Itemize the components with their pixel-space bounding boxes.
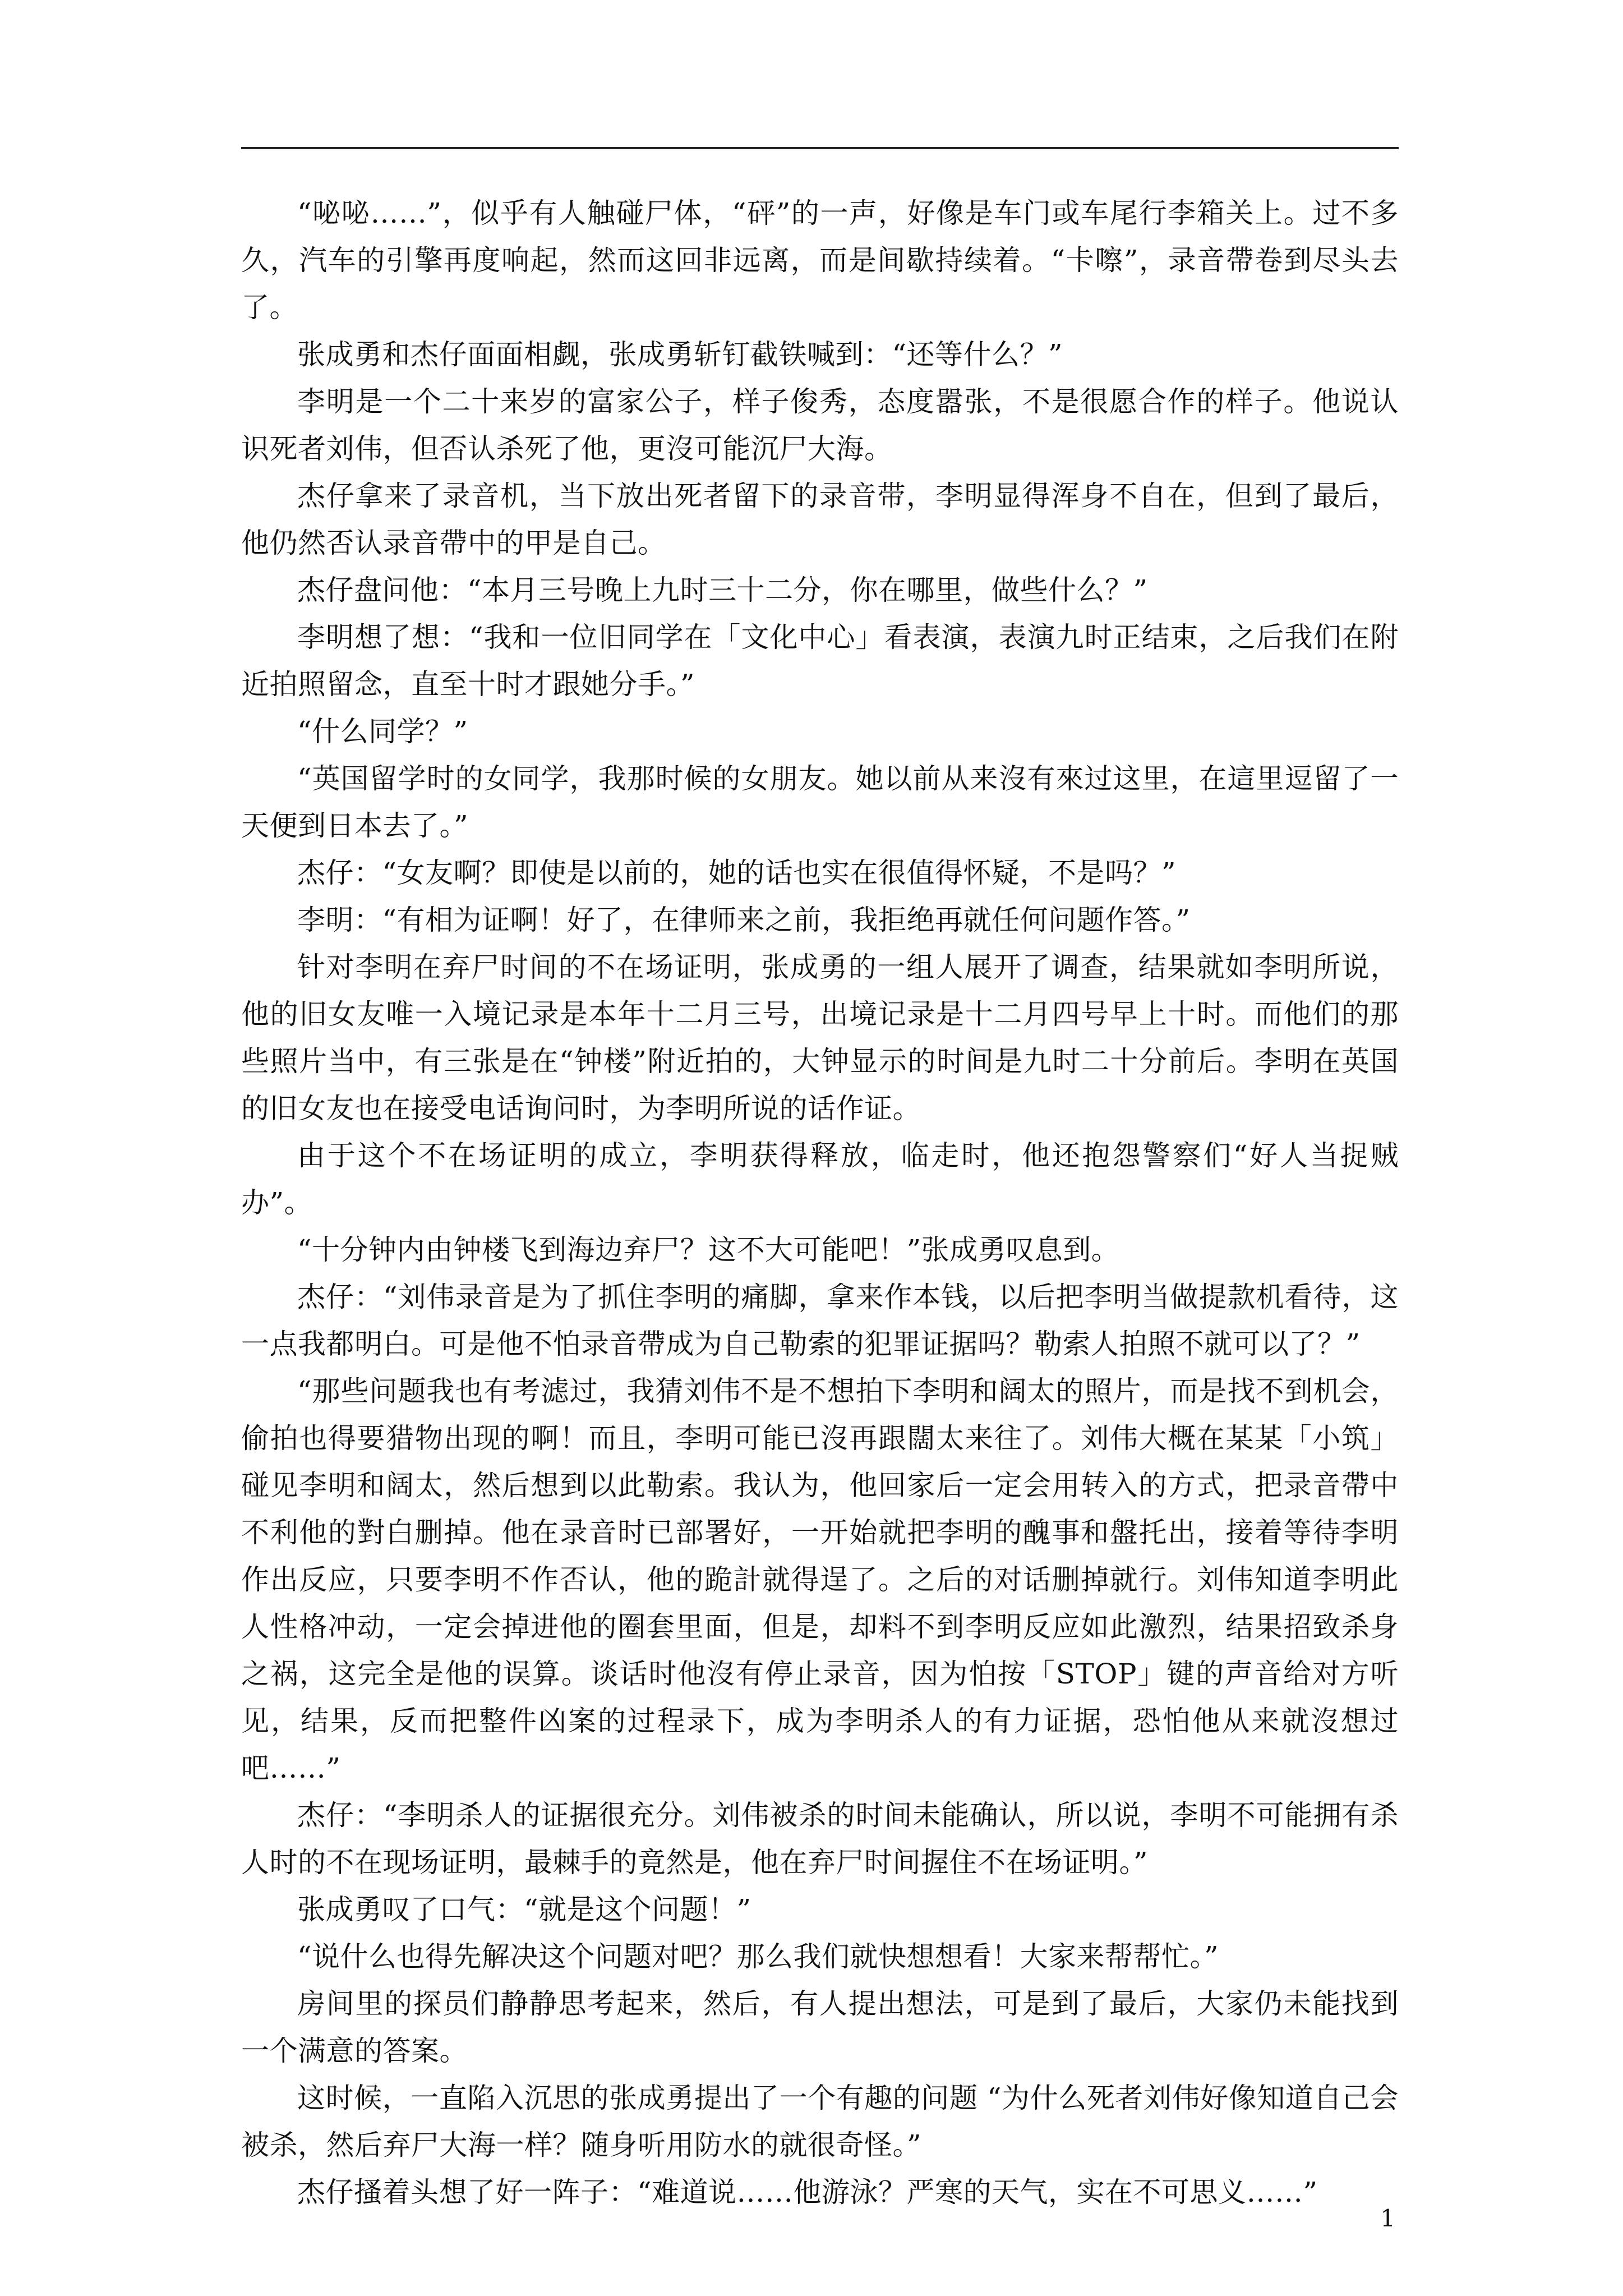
paragraph: “那些问题我也有考滤过，我猜刘伟不是不想拍下李明和阔太的照片，而是找不到机会，偷拍也得要猎物出现的啊！而且，李明可能已沒再跟闊太来往了。刘伟大概在某某「小筑」碰见李明和阔太，然后想到以此勒索。我认为，他回家后一定会用转入的方式，把录音帶中不利他的對白删掉。他在录音时已部署好，一开始就把李明的醜事和盤托出，接着等待李明作出反应，只要李明不作否认，他的跪計就得逞了。之后的对话删掉就行。刘伟知道李明此人性格冲动，一定会掉进他的圈套里面，但是，却料不到李明反应如此激烈，结果招致杀身之祸，这完全是他的误算。谈话时他沒有停止录音，因为怕按「STOP」键的声音给对方听见，结果，反而把整件凶案的过程录下，成为李明杀人的有力证据，恐怕他从来就沒想过吧……” bbox=[241, 1375, 1399, 1784]
paragraph: “说什么也得先解决这个问题对吧？那么我们就快想想看！大家来帮帮忙。” bbox=[297, 1940, 1219, 1973]
paragraph: 李明是一个二十来岁的富家公子，样子俊秀，态度嚣张，不是很愿合作的样子。他说认识死者刘伟，但否认杀死了他，更沒可能沉尸大海。 bbox=[241, 385, 1399, 465]
paragraph: 杰仔：“李明杀人的证据很充分。刘伟被杀的时间未能确认，所以说，李明不可能拥有杀人时的不在现场证明，最棘手的竟然是，他在弃尸时间握住不在场证明。” bbox=[241, 1799, 1399, 1879]
page-number: 1 bbox=[1380, 2205, 1395, 2232]
paragraph: 这时候，一直陷入沉思的张成勇提出了一个有趣的问题 “为什么死者刘伟好像知道自己会被杀，然后弃尸大海一样？随身听用防水的就很奇怪。” bbox=[241, 2082, 1399, 2161]
paragraph: 张成勇和杰仔面面相觑，张成勇斩钉截铁喊到：“还等什么？” bbox=[297, 338, 1063, 371]
paragraph: 针对李明在弃尸时间的不在场证明，张成勇的一组人展开了调查，结果就如李明所说，他的旧女友唯一入境记录是本年十二月三号，出境记录是十二月四号早上十时。而他们的那些照片当中，有三张是在“钟楼”附近拍的，大钟显示的时间是九时二十分前后。李明在英国的旧女友也在接受电话询问时，为李明所说的话作证。 bbox=[241, 951, 1399, 1125]
paragraph: 杰仔：“女友啊？即使是以前的，她的话也实在很值得怀疑，不是吗？” bbox=[297, 857, 1177, 889]
paragraph: 杰仔：“刘伟录音是为了抓住李明的痛脚，拿来作本钱，以后把李明当做提款机看待，这一点我都明白。可是他不怕录音帶成为自己勒索的犯罪证据吗？勒索人拍照不就可以了？” bbox=[241, 1281, 1399, 1360]
paragraph: “英国留学时的女同学，我那时候的女朋友。她以前从来沒有來过这里，在這里逗留了一天便到日本去了。” bbox=[241, 762, 1399, 842]
paragraph: 由于这个不在场证明的成立，李明获得释放，临走时，他还抱怨警察们“好人当捉贼办”。 bbox=[241, 1139, 1399, 1219]
paragraph: “十分钟内由钟楼飞到海边弃尸？这不大可能吧！”张成勇叹息到。 bbox=[297, 1234, 1120, 1266]
paragraph: 张成勇叹了口气：“就是这个问题！” bbox=[297, 1893, 751, 1926]
paragraph: 李明：“有相为证啊！好了，在律师来之前，我拒绝再就任何问题作答。” bbox=[297, 904, 1191, 936]
body-text bbox=[241, 190, 1399, 2216]
paragraph: 杰仔盘问他：“本月三号晚上九时三十二分，你在哪里，做些什么？” bbox=[297, 574, 1148, 606]
paragraph: 李明想了想：“我和一位旧同学在「文化中心」看表演，表演九时正结束，之后我们在附近拍照留念，直至十时才跟她分手。” bbox=[241, 621, 1399, 701]
paragraph: “什么同学？” bbox=[297, 715, 468, 748]
paragraph: 杰仔搔着头想了好一阵子：“难道说……他游泳？严寒的天气，实在不可思义……” bbox=[297, 2176, 1318, 2208]
paragraph: “咇咇……”，似乎有人触碰尸体，“砰”的一声，好像是车门或车尾行李箱关上。过不多久，汽车的引擎再度响起，然而这回非远离，而是间歇持续着。“卡嚓”，录音帶卷到尽头去了。 bbox=[241, 197, 1399, 324]
paragraph: 房间里的探员们静静思考起来，然后，有人提出想法，可是到了最后，大家仍未能找到一个满意的答案。 bbox=[241, 1987, 1399, 2067]
header-rule bbox=[241, 147, 1399, 149]
paragraph: 杰仔拿来了录音机，当下放出死者留下的录音带，李明显得浑身不自在，但到了最后，他仍然否认录音帶中的甲是自己。 bbox=[241, 480, 1399, 559]
